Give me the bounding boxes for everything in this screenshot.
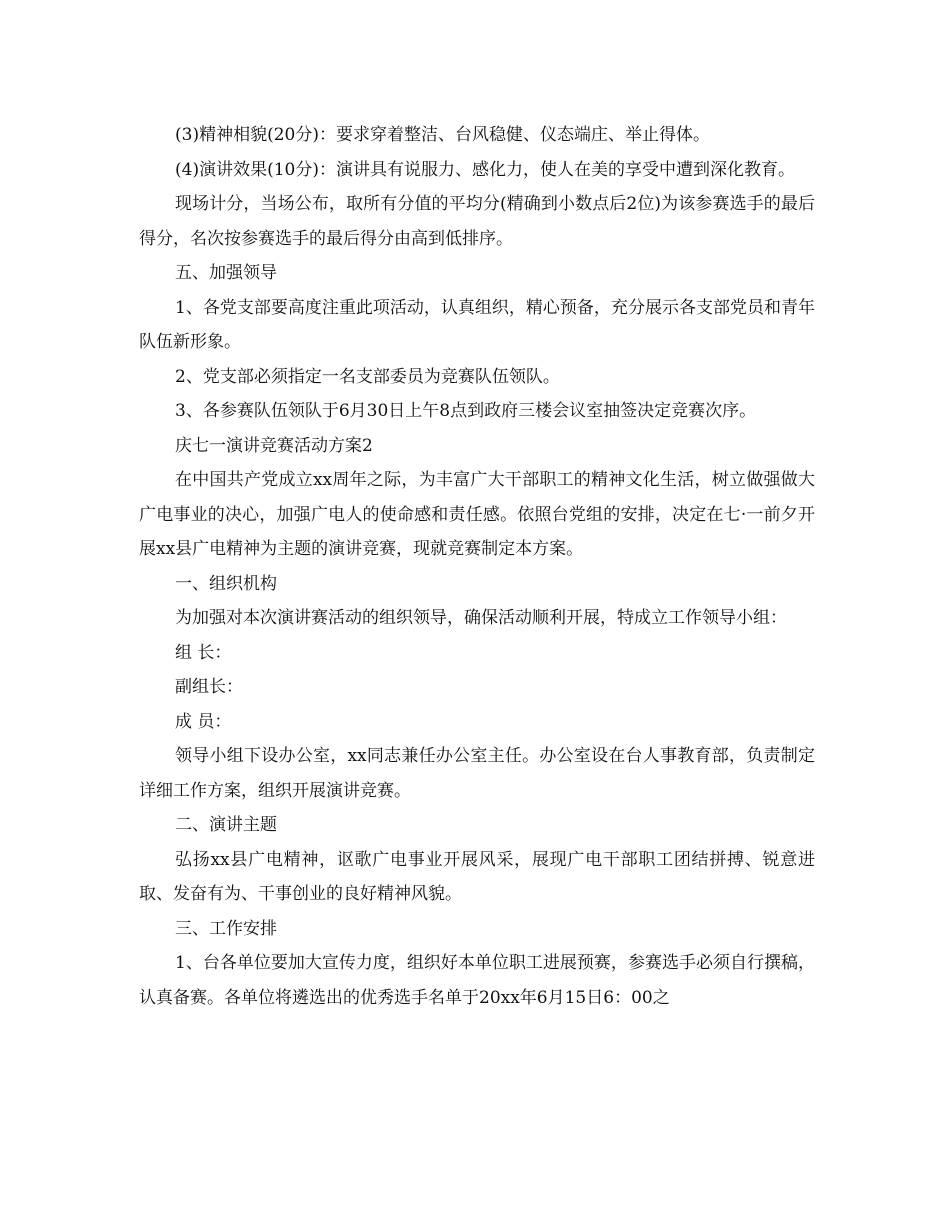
paragraph-intro: 在中国共产党成立xx周年之际，为丰富广大干部职工的精神文化生活，树立做强做大广电事业的决心，加强广电人的使命感和责任感。依照台党组的安排，决定在七·一前夕开展xx县广电精神为主题的演讲竞赛，现就竞赛制定本方案。 <box>139 470 815 559</box>
paragraph-office: 领导小组下设办公室，xx同志兼任办公室主任。办公室设在台人事教育部，负责制定详细工作方案，组织开展演讲竞赛。 <box>139 746 815 801</box>
paragraph-leadership-item-3: 3、各参赛队伍领队于6月30日上午8点到政府三楼会议室抽签决定竞赛次序。 <box>175 401 757 421</box>
paragraph-scoring-appearance: (3)精神相貌(20分)：要求穿着整洁、台风稳健、仪态端庄、举止得体。 <box>175 125 710 145</box>
section-heading-organization: 一、组织机构 <box>175 573 277 594</box>
paragraph-leadership-item-1: 1、各党支部要高度注重此项活动，认真组织，精心预备，充分展示各支部党员和青年队伍新形象。 <box>139 297 815 352</box>
document-subtitle: 庆七一演讲竞赛活动方案2 <box>175 435 373 456</box>
section-heading-theme: 二、演讲主题 <box>175 815 277 835</box>
document-body <box>139 118 815 1015</box>
section-heading-leadership: 五、加强领导 <box>175 263 277 283</box>
role-members: 成 员： <box>175 711 232 732</box>
paragraph-scoring-effect: (4)演讲效果(10分)：演讲具有说服力、感化力，使人在美的享受中遭到深化教育。 <box>175 159 795 180</box>
role-deputy-leader: 副组长： <box>175 677 243 697</box>
paragraph-organization: 为加强对本次演讲赛活动的组织领导，确保活动顺利开展，特成立工作领导小组： <box>175 608 787 628</box>
section-heading-arrangement: 三、工作安排 <box>175 918 277 939</box>
paragraph-leadership-item-2: 2、党支部必须指定一名支部委员为竞赛队伍领队。 <box>175 366 560 387</box>
paragraph-arrangement-item-1: 1、台各单位要加大宣传力度，组织好本单位职工进展预赛，参赛选手必须自行撰稿，认真备赛。各单位将遴选出的优秀选手名单于20xx年6月15日6：00之 <box>139 953 815 1008</box>
role-leader: 组 长： <box>175 642 232 663</box>
paragraph-scoring-method: 现场计分，当场公布，取所有分值的平均分(精确到小数点后2位)为该参赛选手的最后得分，名次按参赛选手的最后得分由高到低排序。 <box>139 194 815 249</box>
paragraph-theme: 弘扬xx县广电精神，讴歌广电事业开展风采，展现广电干部职工团结拼搏、锐意进取、发奋有为、干事创业的良好精神风貌。 <box>139 849 815 904</box>
